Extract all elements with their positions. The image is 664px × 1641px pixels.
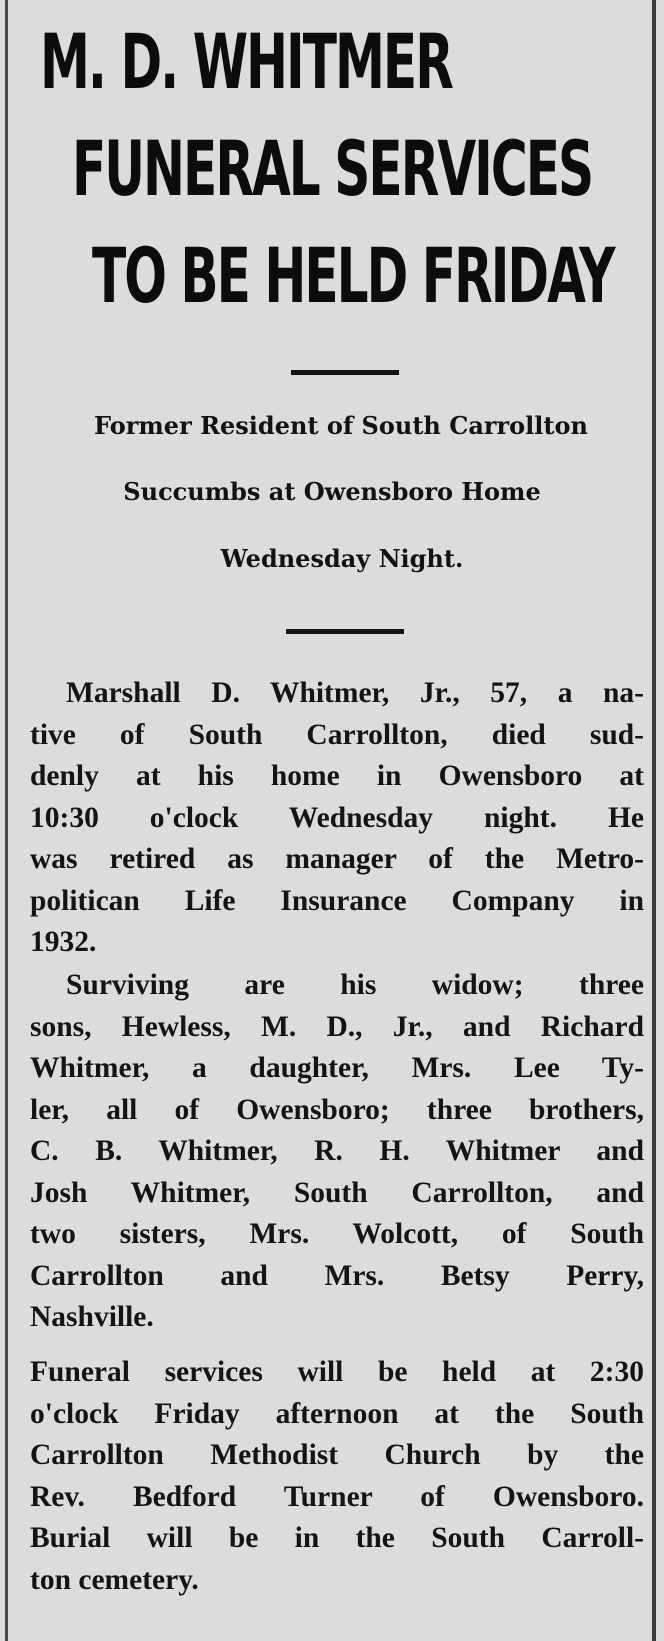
paragraph-line: Rev. Bedford Turner of Owensboro. [30, 1480, 644, 1513]
article-paragraph-2 [30, 965, 644, 1339]
paragraph-line: Nashville. [30, 1301, 154, 1333]
paragraph-line: C. B. Whitmer, R. H. Whitmer and [30, 1135, 644, 1167]
subhead-line-2: Succumbs at Owensboro Home [123, 477, 541, 506]
paragraph-line: 10:30 o'clock Wednesday night. He [30, 801, 644, 834]
paragraph-line: was retired as manager of the Metro- [30, 843, 644, 875]
column-border-left [5, 0, 8, 1641]
paragraph-line: politican Life Insurance Company in [30, 884, 644, 917]
headline-divider-rule [291, 370, 399, 375]
article-paragraph-1 [30, 673, 644, 964]
paragraph-line: two sisters, Mrs. Wolcott, of South [30, 1218, 644, 1250]
paragraph-line: sons, Hewless, M. D., Jr., and Richard [30, 1010, 644, 1043]
paragraph-line: Carrollton and Mrs. Betsy Perry, [30, 1259, 644, 1292]
article-paragraph-3 [30, 1352, 644, 1601]
subhead-line-3: Wednesday Night. [220, 544, 464, 573]
paragraph-line: ler, all of Owensboro; three brothers, [30, 1093, 644, 1126]
paragraph-line: ton cemetery. [30, 1563, 199, 1596]
paragraph-line: Surviving are his widow; three [66, 969, 644, 1001]
paragraph-line: Carrollton Methodist Church by the [30, 1439, 644, 1471]
subhead-divider-rule [286, 629, 404, 634]
headline-line-2: FUNERAL SERVICES [72, 124, 593, 213]
paragraph-line: denly at his home in Owensboro at [30, 760, 644, 792]
headline-line-1: M. D. WHITMER [40, 17, 452, 106]
column-border-right [652, 0, 656, 1641]
paragraph-line: Funeral services will be held at 2:30 [30, 1356, 644, 1388]
paragraph-line: Burial will be in the South Carroll- [30, 1522, 644, 1554]
paragraph-line: o'clock Friday afternoon at the South [30, 1397, 644, 1430]
paragraph-line: Marshall D. Whitmer, Jr., 57, a na- [66, 677, 644, 709]
paragraph-line: Whitmer, a daughter, Mrs. Lee Ty- [30, 1052, 644, 1084]
paragraph-line: 1932. [30, 926, 97, 958]
subhead-line-1: Former Resident of South Carrollton [94, 411, 588, 440]
paragraph-line: Josh Whitmer, South Carrollton, and [30, 1176, 644, 1209]
headline-line-3: TO BE HELD FRIDAY [92, 231, 614, 320]
paragraph-line: tive of South Carrollton, died sud- [30, 718, 644, 751]
